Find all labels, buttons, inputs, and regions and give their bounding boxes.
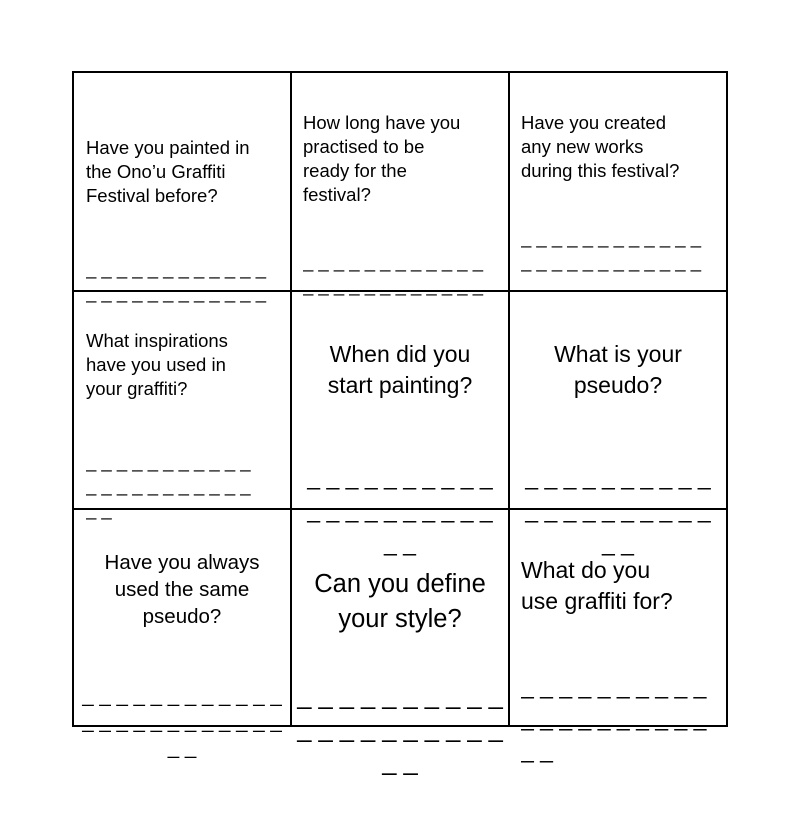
bingo-cell-3: [521, 87, 716, 298]
bingo-cell-7: [74, 522, 290, 788]
cell-question: When did you start painting?: [327, 341, 473, 398]
answer-blank: _ _ _ _ _ _ _ _ _ _ _ _ _ _ _ _ _ _ _ _ _ _ _ _: [86, 258, 267, 303]
bingo-cell-1: [86, 112, 281, 329]
answer-blank: _ _ _ _ _ _ _ _ _ _ _ _ _ _ _ _ _ _ _ _ _ _ _ _: [86, 451, 251, 520]
answer-blank: _ _ _ _ _ _ _ _ _ _ _ _ _ _ _ _ _ _ _ _ _ _: [307, 464, 493, 556]
answer-blank: _ _ _ _ _ _ _ _ _ _ _ _ _ _ _ _ _ _ _ _ _ _: [521, 673, 707, 763]
cell-question: What inspirations have you used in your graffiti?: [86, 330, 228, 399]
cell-question: How long have you practised to be ready for the festival?: [303, 112, 461, 205]
answer-blank: _ _ _ _ _ _ _ _ _ _ _ _ _ _ _ _ _ _ _ _ _ _: [297, 682, 503, 776]
cell-question: Can you define your style?: [314, 570, 486, 633]
answer-blank: _ _ _ _ _ _ _ _ _ _ _ _ _ _ _ _ _ _ _ _ _ _ _ _: [521, 227, 702, 272]
answer-blank: _ _ _ _ _ _ _ _ _ _ _ _ _ _ _ _ _ _ _ _ _ _ _ _: [303, 251, 484, 296]
answer-blank: _ _ _ _ _ _ _ _ _ _ _ _ _ _ _ _ _ _ _ _ _ _: [525, 464, 711, 556]
bingo-cell-9: [521, 524, 721, 797]
cell-question: Have you always used the same pseudo?: [104, 551, 260, 628]
bingo-cell-2: [303, 87, 498, 322]
bingo-cell-8: [292, 532, 508, 814]
cell-question: What do you use graffiti for?: [521, 557, 673, 614]
cell-question: What is your pseudo?: [554, 341, 682, 398]
bingo-cell-4: [86, 305, 281, 546]
cell-question: Have you painted in the Ono’u Graffiti Festival before?: [86, 137, 250, 206]
cell-question: Have you created any new works during this festival?: [521, 112, 680, 181]
answer-blank: _ _ _ _ _ _ _ _ _ _ _ _ _ _ _ _ _ _ _ _ _ _ _ _ _ _: [82, 684, 282, 759]
